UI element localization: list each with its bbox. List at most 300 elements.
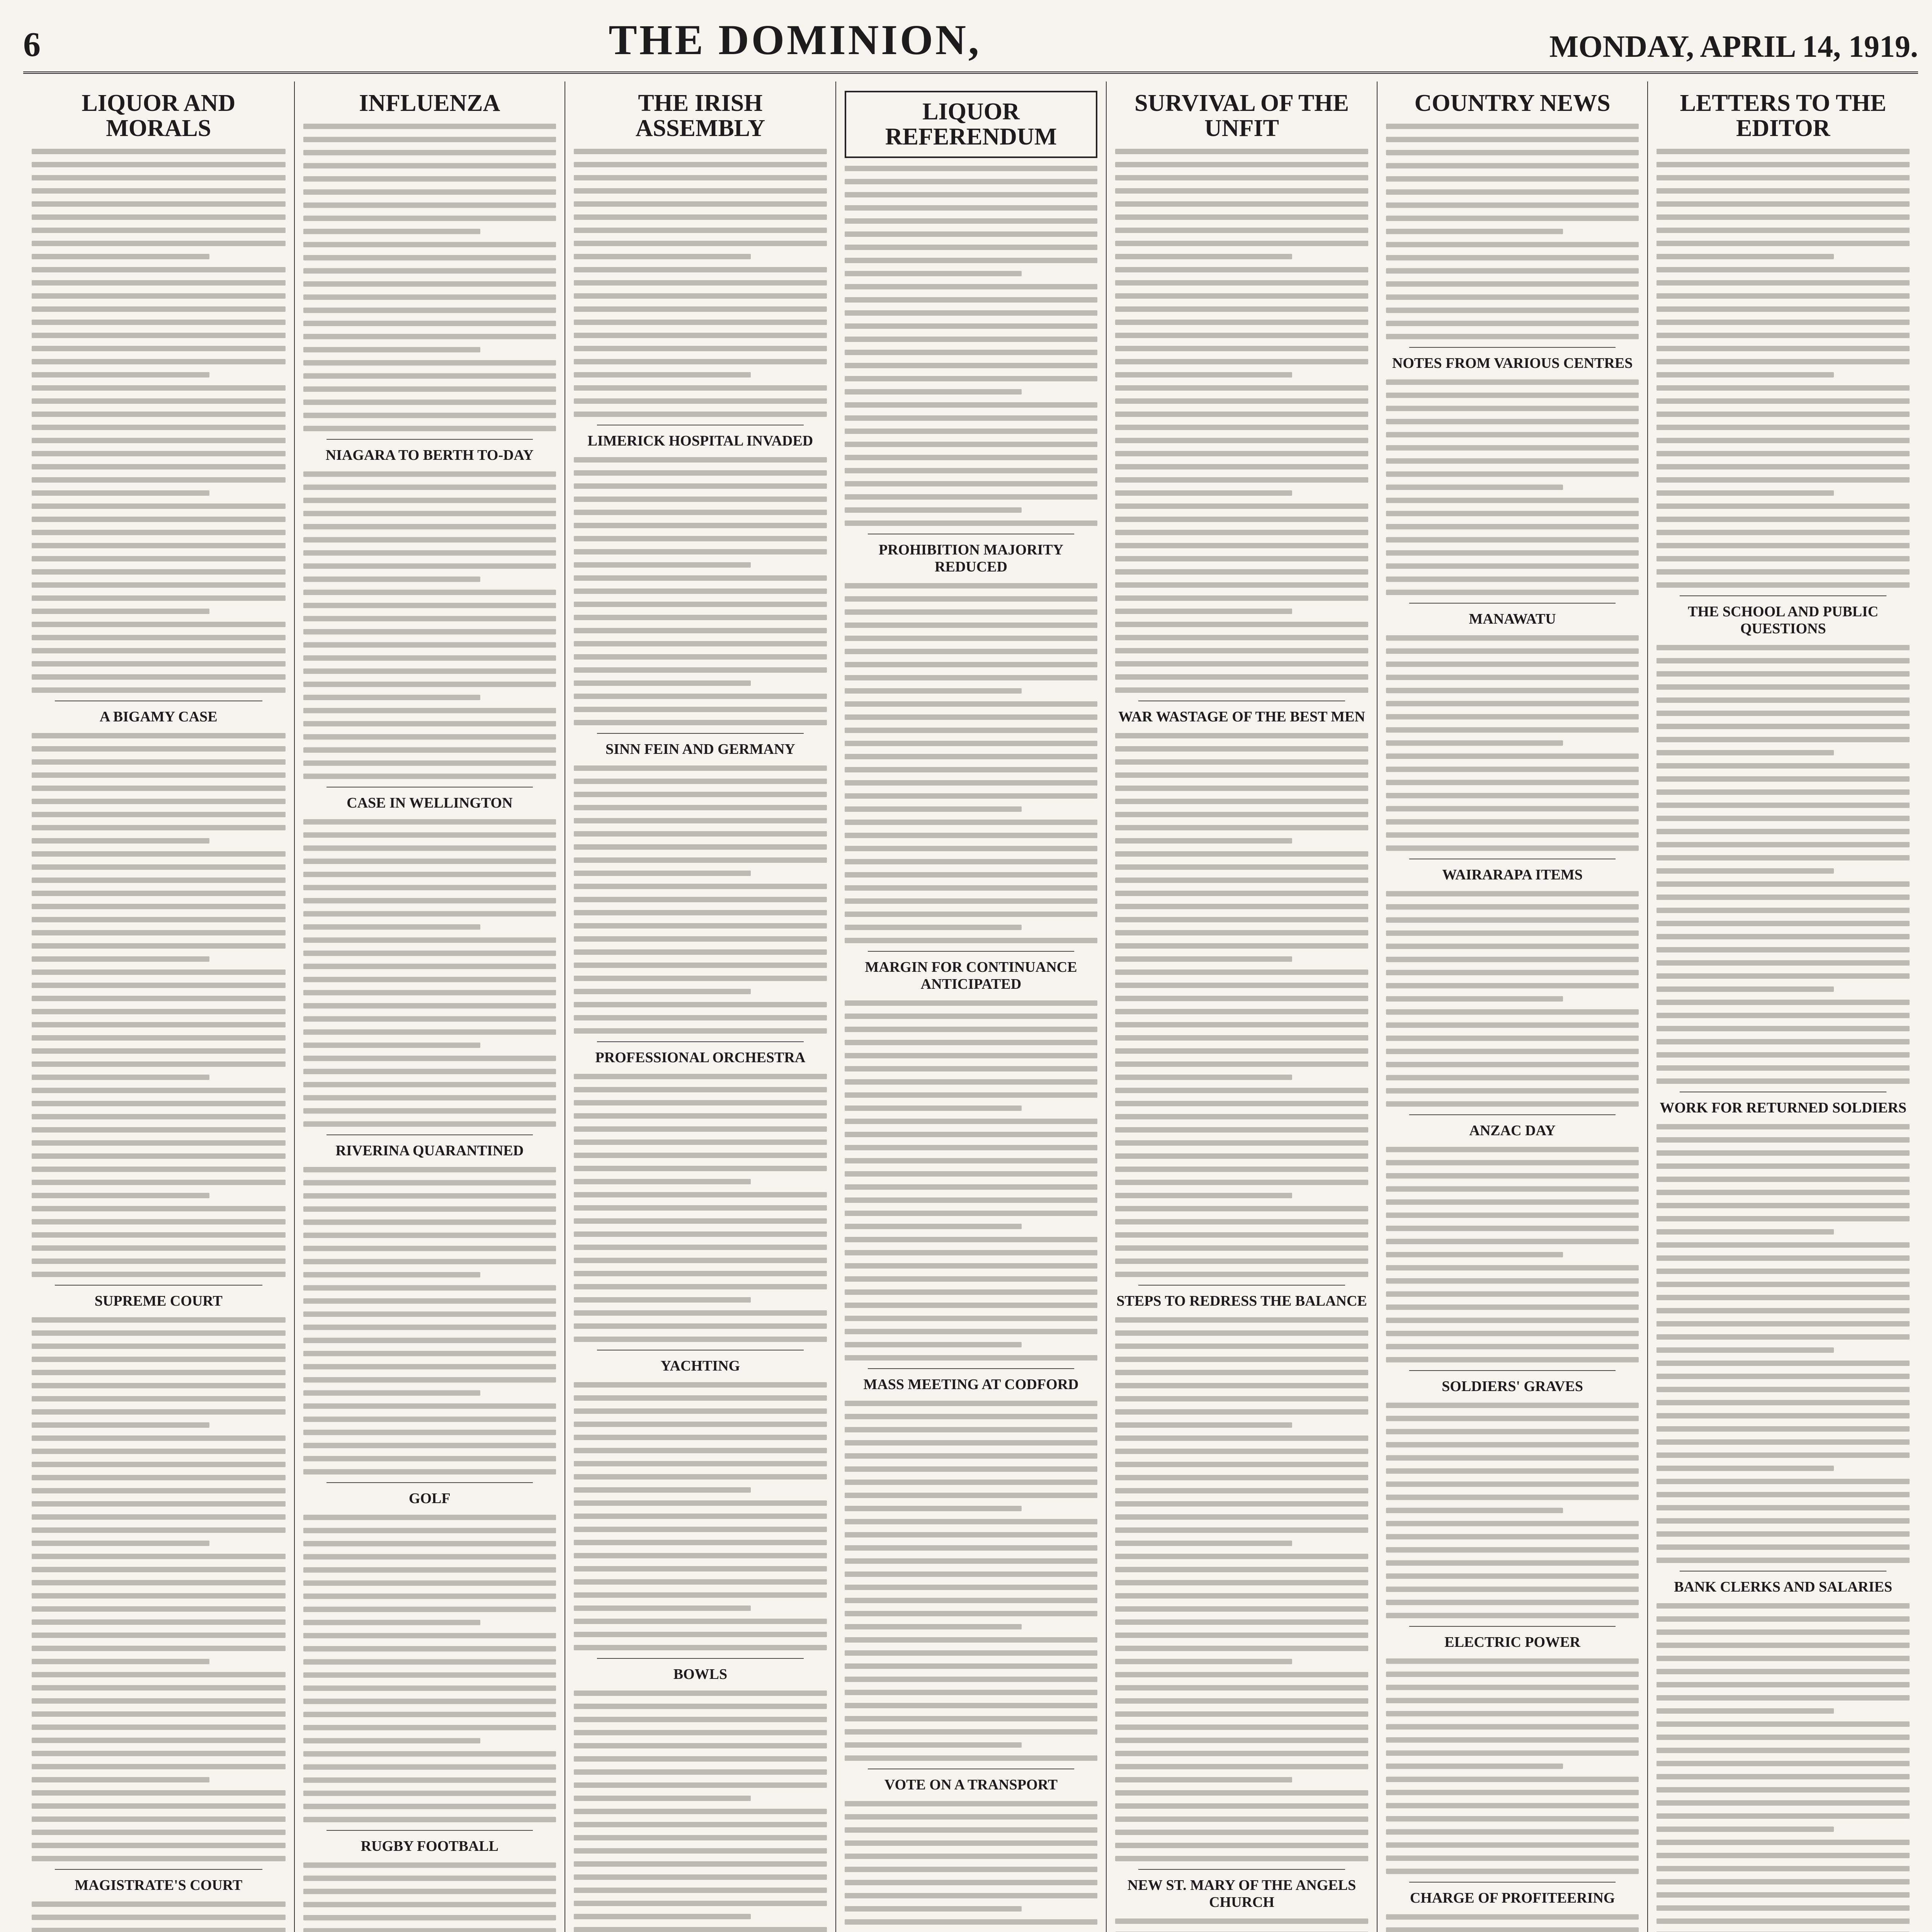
text-line — [1656, 1695, 1910, 1701]
text-line — [574, 1461, 827, 1466]
text-line — [574, 1527, 827, 1532]
text-line — [845, 323, 1098, 329]
text-line — [1386, 590, 1639, 595]
text-line — [32, 1633, 286, 1638]
text-line — [1115, 1843, 1368, 1848]
text-line — [32, 175, 286, 180]
text-line — [1115, 267, 1368, 272]
text-line — [303, 734, 556, 740]
text-line — [1656, 1774, 1910, 1779]
text-line — [1656, 697, 1910, 703]
text-line — [1386, 255, 1639, 260]
text-line — [845, 1401, 1098, 1406]
text-line — [574, 707, 827, 712]
text-line — [574, 306, 827, 312]
text-line — [1115, 1167, 1368, 1172]
text-line — [303, 1862, 556, 1868]
divider — [327, 439, 533, 440]
text-line — [574, 457, 827, 463]
text-line — [845, 1532, 1098, 1537]
text-line — [845, 1224, 1022, 1229]
text-line — [1386, 1009, 1639, 1015]
text-line — [1386, 577, 1639, 582]
text-line — [574, 562, 751, 568]
text-line — [1115, 503, 1368, 509]
text-line — [32, 1725, 286, 1730]
text-line — [303, 137, 556, 142]
text-line — [32, 609, 209, 614]
text-line — [1115, 1245, 1368, 1251]
text-line — [303, 1206, 556, 1212]
text-line — [1386, 202, 1639, 208]
text-line — [1386, 445, 1639, 451]
text-line — [303, 951, 556, 956]
text-line — [303, 682, 556, 687]
text-line — [303, 1180, 556, 1185]
text-line — [1386, 1403, 1639, 1408]
text-line — [1115, 241, 1368, 246]
text-line — [1656, 530, 1910, 535]
text-line — [1115, 917, 1368, 922]
text-line — [574, 871, 751, 876]
text-line — [1386, 780, 1639, 785]
text-line — [1656, 1000, 1910, 1005]
text-line — [845, 1414, 1098, 1419]
text-line — [574, 615, 827, 620]
text-line — [32, 746, 286, 752]
text-line — [574, 963, 827, 968]
text-line — [845, 1342, 1022, 1347]
text-line — [574, 1861, 827, 1867]
text-line — [32, 320, 286, 325]
text-line — [303, 1915, 556, 1920]
text-line — [303, 977, 556, 982]
text-line — [574, 1769, 827, 1775]
text-line — [1115, 1619, 1368, 1625]
text-line — [32, 1422, 209, 1428]
text-line — [32, 674, 286, 680]
text-line — [845, 1624, 1022, 1629]
text-line — [303, 668, 556, 674]
text-line — [32, 891, 286, 896]
text-line — [1115, 1396, 1368, 1401]
text-line — [303, 1003, 556, 1009]
column-4 — [835, 82, 1106, 1932]
text-line — [1115, 1593, 1368, 1599]
text-line — [574, 1822, 827, 1827]
text-line — [1386, 1147, 1639, 1152]
text-line — [32, 1206, 286, 1211]
text-line — [574, 1015, 827, 1020]
text-line — [1656, 1616, 1910, 1622]
text-line — [1656, 1918, 1910, 1924]
text-line — [574, 1218, 827, 1224]
text-line — [1656, 162, 1910, 167]
text-line — [1656, 1124, 1910, 1129]
text-line — [1115, 1633, 1368, 1638]
text-line — [845, 1716, 1098, 1721]
text-line — [845, 1027, 1098, 1032]
text-line — [32, 162, 286, 167]
text-line — [574, 267, 827, 272]
text-line — [303, 150, 556, 155]
text-line — [1115, 1344, 1368, 1349]
text-line — [303, 629, 556, 634]
text-line — [1115, 412, 1368, 417]
text-line — [1115, 556, 1368, 561]
text-line — [1386, 983, 1639, 988]
text-line — [1115, 661, 1368, 667]
text-line — [1115, 930, 1368, 935]
column-headline: LIQUOR AND MORALS — [82, 90, 236, 142]
text-line — [1656, 750, 1833, 755]
section-heading: WAR WASTAGE OF THE BEST MEN — [1118, 709, 1365, 725]
text-line — [574, 1514, 827, 1519]
column-headline: THE IRISH ASSEMBLY — [635, 90, 765, 142]
text-line — [1386, 563, 1639, 569]
text-line — [1115, 1554, 1368, 1559]
text-line — [1386, 1036, 1639, 1041]
text-line — [1386, 648, 1639, 654]
text-line — [1115, 1330, 1368, 1336]
text-line — [1656, 960, 1910, 966]
text-line — [1115, 799, 1368, 804]
text-line — [574, 628, 827, 633]
text-line — [303, 590, 556, 595]
article-body — [32, 733, 286, 1277]
text-line — [1386, 1711, 1639, 1716]
text-line — [1656, 1813, 1910, 1819]
text-line — [1115, 746, 1368, 752]
text-line — [845, 1303, 1098, 1308]
text-line — [1656, 684, 1910, 690]
text-line — [574, 188, 827, 194]
text-line — [32, 799, 286, 804]
text-line — [303, 347, 480, 352]
text-line — [1386, 1521, 1639, 1526]
text-line — [574, 483, 827, 489]
text-line — [1386, 511, 1639, 516]
text-line — [1656, 464, 1910, 469]
article-body — [574, 149, 827, 417]
text-line — [1115, 943, 1368, 949]
text-line — [1656, 267, 1910, 272]
text-line — [1115, 996, 1368, 1001]
text-line — [1656, 1013, 1910, 1018]
text-line — [574, 1284, 827, 1289]
text-line — [845, 1690, 1098, 1695]
text-line — [32, 648, 286, 653]
text-line — [574, 1743, 827, 1748]
text-line — [1115, 622, 1368, 627]
text-line — [32, 1843, 286, 1848]
text-line — [32, 188, 286, 194]
text-line — [32, 543, 286, 548]
text-line — [1115, 1449, 1368, 1454]
text-line — [303, 1699, 556, 1704]
article-body — [303, 124, 556, 431]
text-line — [32, 864, 286, 870]
text-line — [1656, 986, 1833, 992]
text-line — [1115, 891, 1368, 896]
section-heading: RIVERINA QUARANTINED — [335, 1143, 524, 1159]
text-line — [1656, 451, 1910, 456]
text-line — [574, 884, 827, 889]
text-line — [1115, 333, 1368, 338]
text-line — [845, 728, 1098, 733]
text-line — [845, 1893, 1098, 1898]
article-body — [574, 1690, 827, 1932]
text-line — [1656, 1682, 1910, 1687]
text-line — [1656, 776, 1910, 782]
text-line — [1656, 1827, 1833, 1832]
text-line — [1115, 595, 1368, 601]
article-body — [1656, 1124, 1910, 1563]
text-line — [1386, 1698, 1639, 1703]
text-line — [1115, 1698, 1368, 1704]
text-line — [1386, 1049, 1639, 1054]
text-line — [303, 1902, 556, 1907]
text-line — [845, 350, 1098, 355]
text-line — [303, 1528, 556, 1533]
text-line — [574, 1002, 827, 1007]
article-body — [574, 765, 827, 1034]
text-line — [1386, 1239, 1639, 1244]
text-line — [32, 490, 209, 496]
text-line — [1656, 908, 1910, 913]
article-body — [1386, 1658, 1639, 1874]
text-line — [32, 477, 286, 483]
text-line — [32, 280, 286, 286]
text-line — [1115, 1803, 1368, 1809]
divider — [55, 1869, 262, 1870]
text-line — [845, 1276, 1098, 1282]
text-line — [1386, 1088, 1639, 1094]
column-headline: COUNTRY NEWS — [1414, 90, 1611, 116]
text-line — [845, 218, 1098, 224]
text-line — [32, 1009, 286, 1014]
text-line — [574, 1245, 827, 1250]
text-line — [845, 1040, 1098, 1045]
text-line — [574, 385, 827, 391]
text-line — [1656, 895, 1910, 900]
text-line — [1656, 1078, 1910, 1084]
text-line — [1115, 228, 1368, 233]
text-line — [1115, 1514, 1368, 1520]
text-line — [1386, 524, 1639, 529]
article-body — [845, 1000, 1098, 1361]
text-line — [1115, 517, 1368, 522]
text-line — [32, 1259, 286, 1264]
text-line — [1656, 1735, 1910, 1740]
text-line — [574, 523, 827, 528]
text-line — [574, 1782, 827, 1788]
divider — [868, 1368, 1075, 1369]
text-line — [574, 1310, 827, 1316]
text-line — [574, 831, 827, 837]
text-line — [574, 1592, 827, 1598]
text-line — [1656, 1479, 1910, 1484]
text-line — [574, 1422, 827, 1427]
text-line — [1386, 1226, 1639, 1231]
article-body — [1386, 1147, 1639, 1362]
text-line — [303, 550, 556, 556]
text-line — [845, 609, 1098, 615]
text-line — [574, 1874, 827, 1880]
text-line — [1386, 1442, 1639, 1447]
text-line — [1115, 569, 1368, 575]
text-line — [845, 376, 1098, 381]
text-line — [1656, 385, 1910, 391]
text-line — [303, 124, 556, 129]
text-line — [574, 149, 827, 154]
text-line — [574, 654, 827, 660]
text-line — [1115, 398, 1368, 404]
text-line — [1115, 1541, 1292, 1546]
text-line — [303, 1889, 556, 1894]
text-line — [574, 667, 827, 673]
article-body — [1386, 635, 1639, 851]
text-line — [1386, 458, 1639, 464]
text-line — [845, 1158, 1098, 1163]
text-line — [1656, 1708, 1833, 1714]
text-line — [845, 245, 1098, 250]
text-line — [303, 1876, 556, 1881]
text-line — [1115, 1370, 1368, 1375]
text-line — [1115, 254, 1292, 259]
text-line — [32, 838, 209, 844]
text-line — [1115, 864, 1368, 870]
text-line — [1115, 1153, 1368, 1159]
text-line — [574, 1809, 827, 1814]
column-2 — [294, 82, 565, 1932]
text-line — [1386, 1534, 1639, 1539]
text-line — [1115, 1435, 1368, 1441]
text-line — [574, 1382, 827, 1388]
text-line — [574, 1619, 827, 1624]
text-line — [1656, 1761, 1910, 1766]
text-line — [845, 1827, 1098, 1833]
text-line — [845, 192, 1098, 197]
text-line — [32, 306, 286, 312]
text-line — [1115, 280, 1368, 286]
text-line — [1115, 1738, 1368, 1743]
text-line — [1115, 490, 1292, 496]
text-line — [1656, 921, 1910, 926]
text-line — [32, 1114, 286, 1119]
text-line — [845, 1132, 1098, 1137]
text-line — [1656, 1190, 1910, 1195]
text-line — [845, 231, 1098, 237]
text-line — [303, 360, 556, 366]
text-line — [303, 268, 556, 274]
text-line — [845, 389, 1022, 395]
text-line — [574, 588, 827, 594]
text-line — [845, 507, 1022, 513]
section-heading: WORK FOR RETURNED SOLDIERS — [1660, 1100, 1907, 1116]
text-line — [574, 720, 827, 725]
text-line — [32, 1409, 286, 1415]
section-heading: BOWLS — [673, 1666, 728, 1683]
text-line — [1656, 398, 1910, 404]
text-line — [1115, 1180, 1368, 1185]
text-line — [1656, 1177, 1910, 1182]
text-line — [1656, 201, 1910, 207]
divider — [1138, 1285, 1345, 1286]
text-line — [845, 675, 1098, 680]
text-line — [845, 455, 1098, 460]
text-line — [303, 1403, 556, 1409]
text-line — [845, 1742, 1022, 1748]
text-line — [1656, 1853, 1910, 1858]
text-line — [1656, 1413, 1910, 1418]
text-line — [303, 1095, 556, 1100]
article-body — [574, 1074, 827, 1342]
text-line — [303, 1456, 556, 1461]
text-line — [845, 938, 1098, 943]
divider — [327, 1830, 533, 1831]
text-line — [1656, 293, 1910, 299]
text-line — [845, 1237, 1098, 1242]
text-line — [303, 524, 556, 529]
text-line — [845, 1105, 1022, 1111]
text-line — [845, 1703, 1098, 1708]
text-line — [303, 537, 556, 543]
text-line — [845, 912, 1098, 917]
text-line — [1386, 1344, 1639, 1349]
text-line — [845, 1014, 1098, 1019]
text-line — [1386, 268, 1639, 274]
text-line — [574, 976, 827, 981]
text-line — [574, 1448, 827, 1453]
text-line — [1656, 1531, 1910, 1537]
text-line — [574, 897, 827, 902]
text-line — [1656, 868, 1833, 874]
text-line — [1656, 1466, 1833, 1471]
text-line — [303, 1594, 556, 1599]
article-body — [1115, 733, 1368, 1277]
text-line — [845, 701, 1098, 707]
section-heading: THE SCHOOL AND PUBLIC QUESTIONS — [1688, 604, 1879, 637]
text-line — [574, 949, 827, 955]
text-line — [32, 1475, 286, 1480]
text-line — [303, 308, 556, 313]
text-line — [32, 1803, 286, 1809]
text-line — [845, 1519, 1098, 1524]
text-line — [32, 1127, 286, 1133]
text-line — [1386, 1613, 1639, 1618]
text-line — [1656, 1879, 1910, 1884]
section-heading: VOTE ON A TRANSPORT — [884, 1777, 1058, 1793]
text-line — [1656, 412, 1910, 417]
text-line — [574, 1756, 827, 1762]
text-line — [845, 258, 1098, 263]
text-line — [303, 413, 556, 418]
text-line — [303, 1817, 556, 1822]
text-line — [32, 1711, 286, 1717]
section-heading: PROFESSIONAL ORCHESTRA — [595, 1049, 806, 1066]
text-line — [32, 1790, 286, 1796]
text-line — [303, 294, 556, 300]
text-line — [845, 1729, 1098, 1735]
text-line — [1656, 241, 1910, 246]
text-line — [32, 1777, 209, 1782]
text-line — [845, 205, 1098, 211]
text-line — [32, 661, 286, 667]
text-line — [574, 1605, 751, 1611]
text-line — [32, 851, 286, 857]
text-line — [845, 780, 1098, 786]
